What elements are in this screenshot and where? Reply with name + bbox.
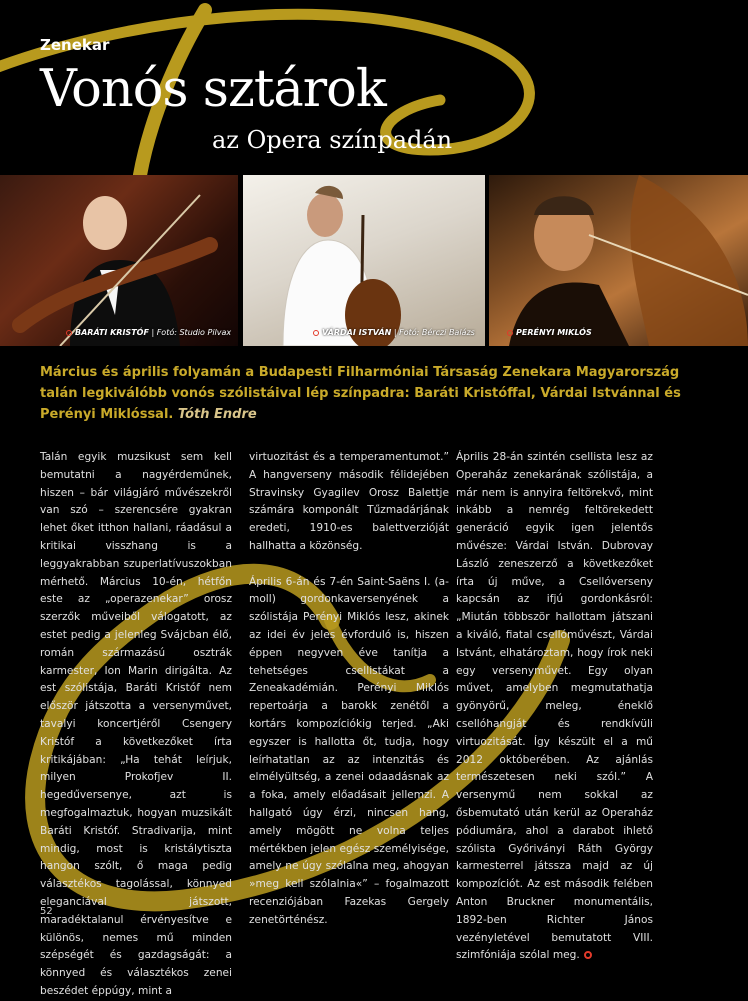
- lead-author: Tóth Endre: [177, 407, 257, 422]
- section-label: Zenekar: [40, 36, 110, 54]
- paragraph: Április 6-án és 7-én Saint-Saëns I. (a-moll) gordonkaversenyének a szólistája Perényi Miklós lesz, akinek az idei év jeles évforduló is, hiszen éppen negyven éve tanítja a tehetséges csellistákat a Zeneakadémián. Perényi Miklós repertoárja a barokk zenétől a kortárs kompozíciókig terjed. „Aki egyszer is hallotta őt, tudja, hogy leírhatatlan az az intenzitás és elmélyültség, a zenei odaadásnak az a foka, amely előadásait jellemzi. A hallgató úgy érzi, nincsen hang, amely mögött ne volna teljes mértékben jelen egész személyisége, amely ne úgy szólalna meg, ahogyan »meg kell szólalnia«” – fogalmazott recenziójában Fazekas Gergely zenetörténész.: [249, 575, 449, 926]
- page-number: 52: [40, 906, 53, 917]
- photo-caption-1: BARÁTI KRISTÓF | Fotó: Studio Pilvax: [66, 328, 231, 337]
- photo-perenyi-miklos: [489, 175, 748, 346]
- body-column-2: [249, 449, 449, 930]
- paragraph: Április 28-án szintén csellista lesz az Operaház zenekarának szólistája, a már nem is annyira feltörekvő, mint inkább a nemrég feltörekedett generáció egyik igen jelentős művésze: Várdai István. Dubrovay László zeneszerző a következőket írta új műve, a Csellóverseny kapcsán az ifjú gordonkásról: „Miután többször hallottam játszani a kiváló, fiatal csellóművészt, Várdai Istvánt, elhatároztam, hogy írok neki egy versenyművet. Egy olyan művet, amelyben megmutathatja gyönyörű, meleg, éneklő csellóhangját és rendkívüli virtuozitását. Így készült el a mű 2012 októberében. Az ajánlás természetesen neki szól.” A versenymű nem sokkal az ősbemutató után kerül az Operaház pódiumára, ahol a darabot ihlető szólista Győriványi Ráth György karmesterrel játssza majd az új kompozíciót. Az est második felében Anton Bruckner monumentális, 1892-ben Richter János vezényletével bemutatott VIII. szimfóniája szólal meg.: [456, 451, 653, 962]
- end-of-article-icon: [584, 951, 592, 959]
- photo-caption-3: PERÉNYI MIKLÓS: [507, 328, 592, 337]
- article-title: Vonós sztárok: [40, 60, 386, 119]
- body-column-3: [456, 449, 653, 965]
- paragraph: Talán egyik muzsikust sem kell bemutatni a nagyérdeműnek, hiszen – bár világjáró művészekről van szó – szerencsére gyakran lehet őket itthon hallani, ráadásul a kritikai visszhang is a leggyakrabban szuperlatívuszokban mérhető. Március 10-én, hétfőn este az „operazenekar” orosz szerzők műveiből válogatott, az estet pedig a jelenleg Svájcban élő, román származású osztrák karmester, Ion Marin dirigálta. Az est szólistája, Baráti Kristóf nem először játszotta a versenyművet, tavalyi koncertjéről Csengery Kristóf a következőket írta kritikájában: „Ha tehát leírjuk, milyen Prokofjev II. hegedűversenye, azt is megfogalmaztuk, hogyan muzsikált Baráti Kristóf. Stradivarija, mint mindig, most is kristálytiszta hangon szólt, ő maga pedig választékos tagolással, könnyed eleganciával játszott, maradéktalanul érvényesítve e különös, nemes mű minden szépségét és gazdagságát: a könnyed és választékos zenei beszédet éppúgy, mint a: [40, 451, 232, 997]
- photo-barati-kristof: [0, 175, 238, 346]
- cellist-illustration: [243, 175, 485, 346]
- caption-marker-icon: [313, 330, 319, 336]
- paragraph: virtuozitást és a temperamentumot.” A hangverseny második félidejében Stravinsky Gyagilev Orosz Balettje számára komponált Tűzmadárjának eredeti, 1910-es balettverzióját hallhatta a közönség.: [249, 451, 449, 552]
- violinist-illustration: [0, 175, 238, 346]
- article-subtitle: az Opera színpadán: [212, 126, 453, 154]
- caption-marker-icon: [66, 330, 72, 336]
- photo-vardai-istvan: [243, 175, 485, 346]
- photo-caption-2: VÁRDAI ISTVÁN | Fotó: Bérczi Balázs: [313, 328, 475, 337]
- body-column-1: [40, 449, 232, 1001]
- caption-marker-icon: [507, 330, 513, 336]
- lead-paragraph: [40, 362, 708, 425]
- cellist-closeup-illustration: [489, 175, 748, 346]
- lead-text: Március és április folyamán a Budapesti Filharmóniai Társaság Zenekara Magyarország talán legkiválóbb vonós szólistáival lép színpadra: Baráti Kristóffal, Várdai Istvánnal és Perényi Miklóssal.: [40, 365, 681, 422]
